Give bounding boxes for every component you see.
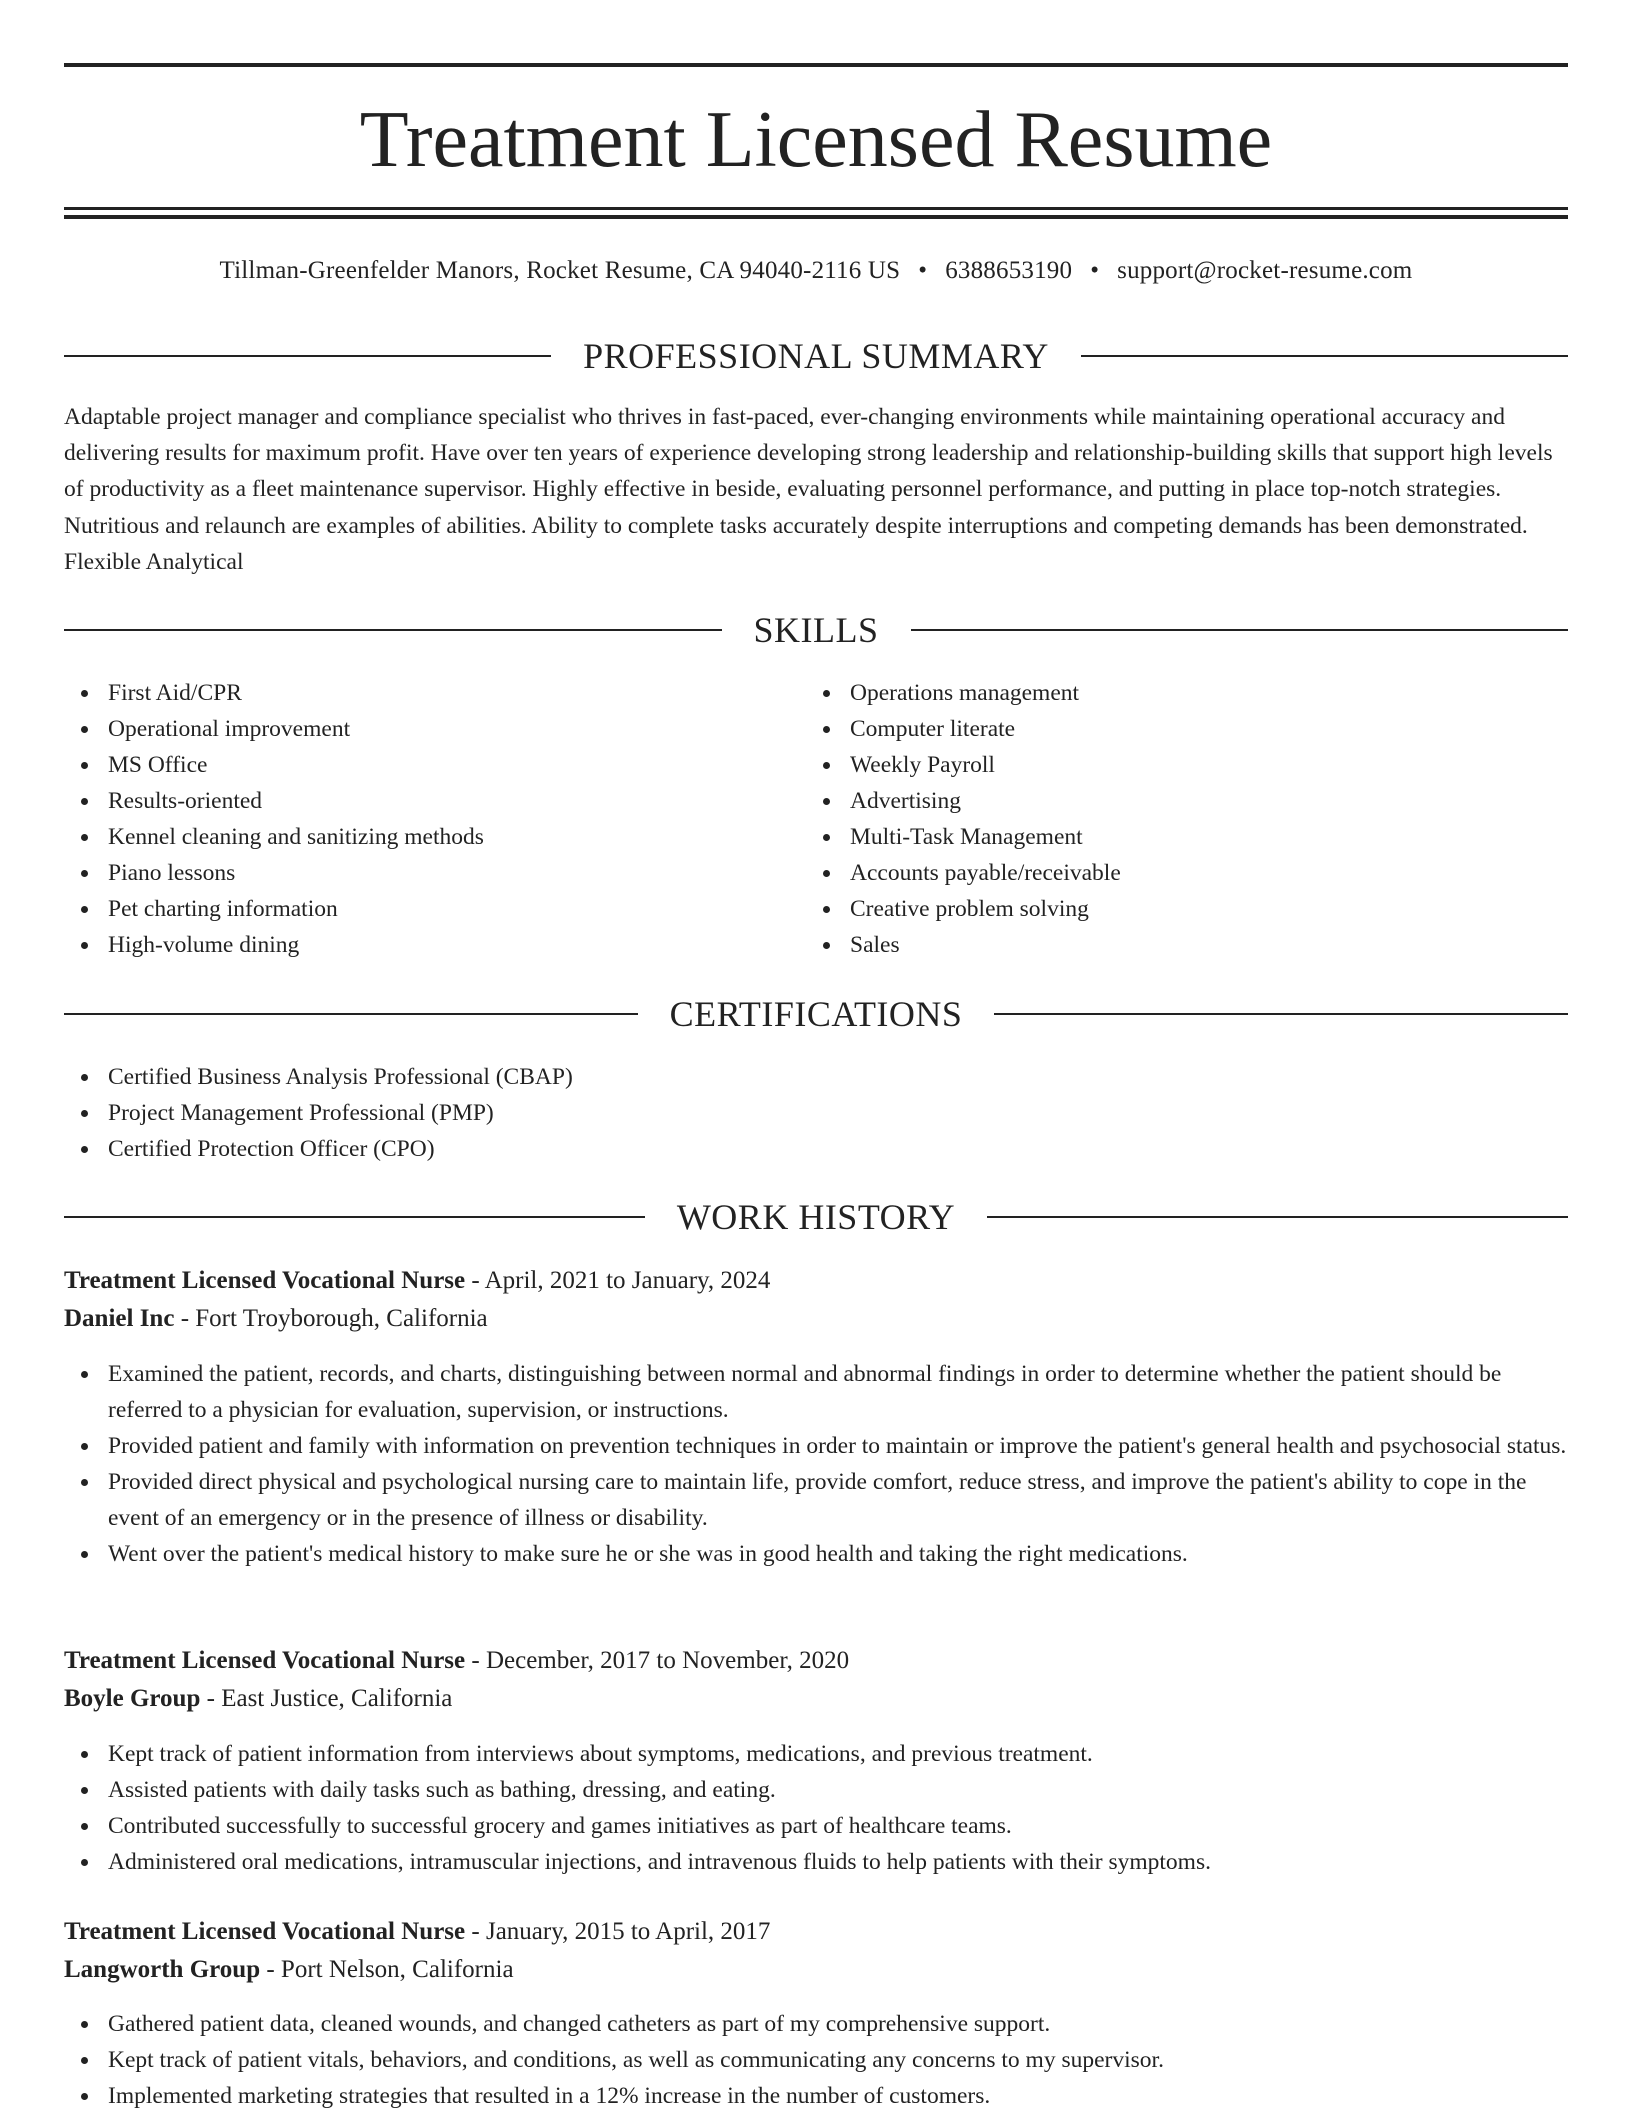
top-rule (64, 63, 1568, 67)
title-rule-upper (64, 207, 1568, 210)
job-bullet: Gathered patient data, cleaned wounds, and changed catheters as part of my comprehensive support. (64, 2006, 1568, 2042)
skills-list-right (806, 675, 1546, 963)
certifications-heading-row (64, 992, 1568, 1036)
contact-separator: • (1090, 257, 1100, 284)
heading-rule-left (64, 1013, 638, 1015)
job-company: Langworth Group (64, 1956, 261, 1983)
skill-item: Sales (806, 927, 1546, 963)
job-bullet: Assisted patients with daily tasks such as bathing, dressing, and eating. (64, 1772, 1568, 1808)
job-company-line (64, 1680, 1568, 1718)
summary-text: Adaptable project manager and compliance specialist who thrives in fast-paced, ever-changing environments while maintaining operational accuracy and delivering results for maximum profit. Have over ten years of experience developing strong leadership and relationship-building skills that support high levels of productivity as a fleet maintenance supervisor. Highly effective in beside, evaluating personnel performance, and putting in place top-notch strategies. Nutritious and relaunch are examples of abilities. Ability to complete tasks accurately despite interruptions and competing demands has been demonstrated. Flexible Analytical (64, 404, 1553, 575)
job-company: Daniel Inc (64, 1305, 175, 1332)
job-bullet: Provided direct physical and psychological nursing care to maintain life, provide comfort, reduce stress, and improve the patient's ability to cope in the event of an emergency or in the presence of illness or disability. (64, 1464, 1568, 1536)
job-title-line (64, 1913, 1568, 1951)
job-bullet: Went over the patient's medical history to make sure he or she was in good health and taking the right medications. (64, 1536, 1568, 1572)
job-company-line (64, 1951, 1568, 1989)
job-dates: - December, 2017 to November, 2020 (465, 1647, 850, 1674)
job-bullet: Administered oral medications, intramuscular injections, and intravenous fluids to help patients with their symptoms. (64, 1844, 1568, 1880)
work-heading: WORK HISTORY (676, 1197, 956, 1237)
heading-rule-left (64, 629, 722, 631)
job-title-line (64, 1262, 1568, 1300)
certification-item: Certified Protection Officer (CPO) (64, 1131, 1568, 1167)
work-heading-row (64, 1195, 1568, 1239)
skill-item: Piano lessons (64, 855, 804, 891)
skill-item: Computer literate (806, 711, 1546, 747)
resume-title: Treatment Licensed Resume (359, 96, 1273, 184)
skill-item: Weekly Payroll (806, 747, 1546, 783)
skill-item: MS Office (64, 747, 804, 783)
job-bullet: Provided patient and family with information on prevention techniques in order to maintain or improve the patient's general health and psychosocial status. (64, 1428, 1568, 1464)
skill-item: Advertising (806, 783, 1546, 819)
certifications-list (64, 1059, 1568, 1167)
certification-item: Project Management Professional (PMP) (64, 1095, 1568, 1131)
contact-phone: 6388653190 (945, 257, 1073, 284)
job-title: Treatment Licensed Vocational Nurse (64, 1267, 466, 1294)
job-location: - Fort Troyborough, California (174, 1305, 488, 1332)
skill-item: Creative problem solving (806, 891, 1546, 927)
skills-heading: SKILLS (753, 610, 879, 650)
skill-item: Kennel cleaning and sanitizing methods (64, 819, 804, 855)
skill-item: Operational improvement (64, 711, 804, 747)
job-title: Treatment Licensed Vocational Nurse (64, 1647, 466, 1674)
job-location: - Port Nelson, California (260, 1956, 514, 1983)
job-bullet: Contributed successfully to successful grocery and games initiatives as part of healthcare teams. (64, 1808, 1568, 1844)
job-title-line (64, 1642, 1568, 1680)
job-bullets (64, 1356, 1568, 1572)
skill-item: Results-oriented (64, 783, 804, 819)
skills-heading-row (64, 608, 1568, 652)
skill-item: First Aid/CPR (64, 675, 804, 711)
skill-item: High-volume dining (64, 927, 804, 963)
heading-rule-right (994, 1013, 1568, 1015)
summary-heading-row (64, 334, 1568, 378)
heading-rule-right (987, 1216, 1568, 1218)
job-dates: - January, 2015 to April, 2017 (465, 1918, 771, 1945)
certification-item: Certified Business Analysis Professional (CBAP) (64, 1059, 1568, 1095)
job-bullet: Kept track of patient vitals, behaviors, and conditions, as well as communicating any concerns to my supervisor. (64, 2042, 1568, 2078)
job-title: Treatment Licensed Vocational Nurse (64, 1918, 466, 1945)
skill-item: Multi-Task Management (806, 819, 1546, 855)
job-company: Boyle Group (64, 1685, 201, 1712)
job-bullets (64, 2006, 1568, 2114)
heading-rule-right (911, 629, 1569, 631)
contact-separator: • (918, 257, 928, 284)
job-bullet: Examined the patient, records, and charts, distinguishing between normal and abnormal findings in order to determine whether the patient should be referred to a physician for evaluation, supervision, or instructions. (64, 1356, 1568, 1428)
contact-email: support@rocket-resume.com (1117, 257, 1413, 284)
job-dates: - April, 2021 to January, 2024 (465, 1267, 771, 1294)
skill-item: Accounts payable/receivable (806, 855, 1546, 891)
skill-item: Pet charting information (64, 891, 804, 927)
skill-item: Operations management (806, 675, 1546, 711)
job-bullet: Implemented marketing strategies that resulted in a 12% increase in the number of customers. (64, 2078, 1568, 2114)
certifications-heading: CERTIFICATIONS (669, 994, 963, 1034)
heading-rule-left (64, 1216, 645, 1218)
contact-address: Tillman-Greenfelder Manors, Rocket Resume, CA 94040-2116 US (219, 257, 901, 284)
job-bullet: Kept track of patient information from interviews about symptoms, medications, and previous treatment. (64, 1736, 1568, 1772)
job-bullets (64, 1736, 1568, 1880)
contact-line (64, 254, 1568, 288)
job-company-line (64, 1300, 1568, 1338)
skills-list-left (64, 675, 804, 963)
heading-rule-left (64, 355, 551, 357)
title-rule-lower (64, 215, 1568, 219)
job-location: - East Justice, California (200, 1685, 453, 1712)
heading-rule-right (1081, 355, 1568, 357)
summary-heading: PROFESSIONAL SUMMARY (583, 336, 1049, 376)
